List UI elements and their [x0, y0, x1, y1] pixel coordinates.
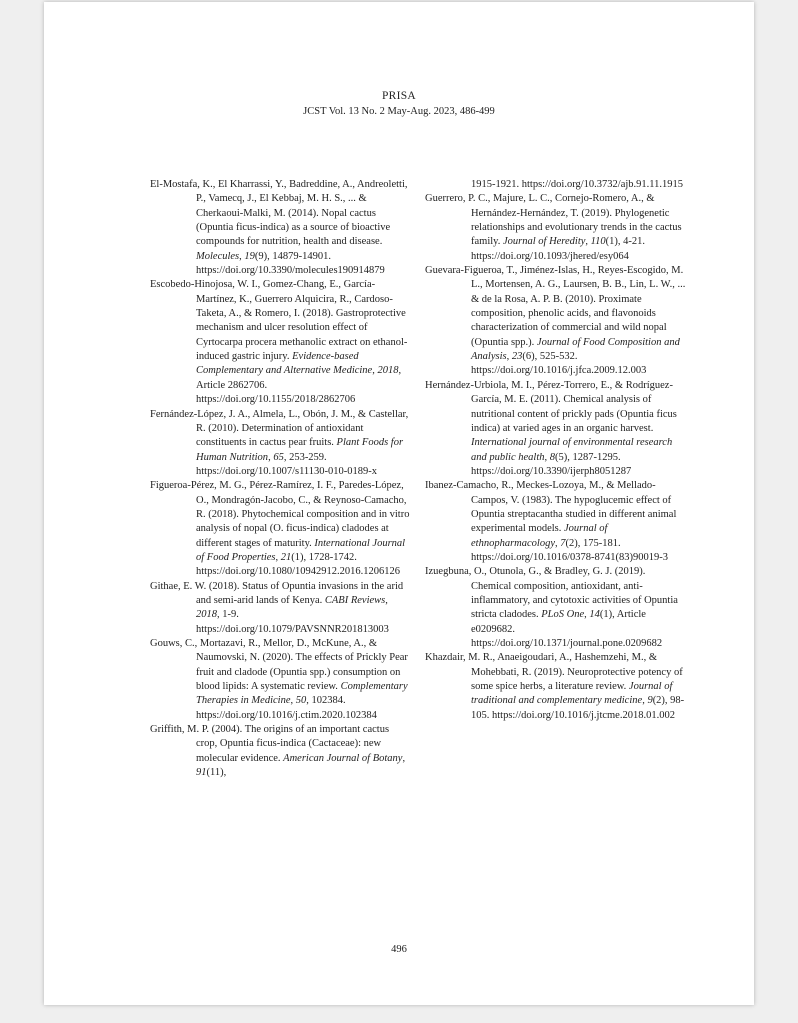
- reference-entry: Khazdair, M. R., Anaeigoudari, A., Hashemzehi, M., & Mohebbati, R. (2019). Neuroprotective potency of some spice herbs, a literature review. Journal of traditional and complementary medicine, 9(2), 98-105. https://doi.org/10.1016/j.jtcme.2018.01.002: [425, 652, 685, 721]
- reference-entry: Gouws, C., Mortazavi, R., Mellor, D., McKune, A., & Naumovski, N. (2020). The effects of Prickly Pear fruit and cladode (Opuntia spp.) consumption on blood lipids: A systematic review. Complementary Therapies in Medicine, 50, 102384. https://doi.org/10.1016/j.ctim.2020.102384: [150, 638, 408, 721]
- reference-entry: Escobedo-Hinojosa, W. I., Gomez-Chang, E., García-Martínez, K., Guerrero Alquicira, R., Cardoso-Taketa, A., & Romero, I. (2018). Gastroprotective mechanism and ulcer resolution effect of Cyrtocarpa procera methanolic extract on ethanol-induced gastric injury. Evidence-based Complementary and Alternative Medicine, 2018, Article 2862706. https://doi.org/10.1155/2018/2862706: [150, 279, 408, 406]
- reference-entry: Griffith, M. P. (2004). The origins of an important cactus crop, Opuntia ficus-indica (Cactaceae): new molecular evidence. American Journal of Botany, 91(11),: [150, 724, 406, 779]
- references-right-column: [425, 178, 687, 723]
- references-left-column: [150, 178, 412, 780]
- reference-entry: Izuegbuna, O., Otunola, G., & Bradley, G. J. (2019). Chemical composition, antioxidant, anti-inflammatory, and cytotoxic activities of Opuntia stricta cladodes. PLoS One, 14(1), Article e0209682. https://doi.org/10.1371/journal.pone.0209682: [425, 566, 678, 649]
- reference-entry: Figueroa-Pérez, M. G., Pérez-Ramírez, I. F., Paredes-López, O., Mondragón-Jacobo, C., & Reynoso-Camacho, R. (2018). Phytochemical composition and in vitro analysis of nopal (O. ficus-indica) cladodes at different stages of maturity. International Journal of Food Properties, 21(1), 1728-1742. https://doi.org/10.1080/10942912.2016.1206126: [150, 480, 410, 578]
- reference-entry: Hernández-Urbiola, M. I., Pérez-Torrero, E., & Rodríguez-García, M. E. (2011). Chemical analysis of nutritional content of prickly pads (Opuntia ficus indica) at varied ages in an organic harvest. International journal of environmental research and public health, 8(5), 1287-1295. https://doi.org/10.3390/ijerph8051287: [425, 379, 677, 477]
- reference-entry: Guerrero, P. C., Majure, L. C., Cornejo-Romero, A., & Hernández-Hernández, T. (2019). Phylogenetic relationships and evolutionary trends in the cactus family. Journal of Heredity, 110(1), 4-21. https://doi.org/10.1093/jhered/esy064: [425, 193, 682, 262]
- document-page: [44, 2, 754, 1005]
- reference-entry: El-Mostafa, K., El Kharrassi, Y., Badreddine, A., Andreoletti, P., Vamecq, J., El Kebbaj, M. H. S., ... & Cherkaoui-Malki, M. (2014). Nopal cactus (Opuntia ficus-indica) as a source of bioactive compounds for nutrition, health and disease. Molecules, 19(9), 14879-14901. https://doi.org/10.3390/molecules190914879: [150, 179, 408, 277]
- reference-entry: Ibanez-Camacho, R., Meckes-Lozoya, M., & Mellado-Campos, V. (1983). The hypoglucemic effect of Opuntia streptacantha studied in different animal experimental models. Journal of ethnopharmacology, 7(2), 175-181. https://doi.org/10.1016/0378-8741(83)90019-3: [425, 480, 677, 563]
- reference-entry: Guevara-Figueroa, T., Jiménez-Islas, H., Reyes-Escogido, M. L., Mortensen, A. G., Laursen, B. B., Lin, L. W., ... & de la Rosa, A. P. B. (2010). Proximate composition, phenolic acids, and flavonoids characterization of commercial and wild nopal (Opuntia spp.). Journal of Food Composition and Analysis, 23(6), 525-532. https://doi.org/10.1016/j.jfca.2009.12.003: [425, 265, 686, 377]
- reference-entry: Githae, E. W. (2018). Status of Opuntia invasions in the arid and semi-arid lands of Kenya. CABI Reviews, 2018, 1-9. https://doi.org/10.1079/PAVSNNR201813003: [150, 580, 404, 635]
- page-number: 496: [391, 944, 407, 955]
- journal-info: JCST Vol. 13 No. 2 May-Aug. 2023, 486-499: [303, 106, 495, 117]
- reference-entry: Fernández-López, J. A., Almela, L., Obón, J. M., & Castellar, R. (2010). Determination of antioxidant constituents in cactus pear fruits. Plant Foods for Human Nutrition, 65, 253-259. https://doi.org/10.1007/s11130-010-0189-x: [150, 408, 409, 477]
- reference-continuation: 1915-1921. https://doi.org/10.3732/ajb.91.11.1915: [471, 179, 684, 190]
- journal-title: PRISA: [381, 90, 417, 102]
